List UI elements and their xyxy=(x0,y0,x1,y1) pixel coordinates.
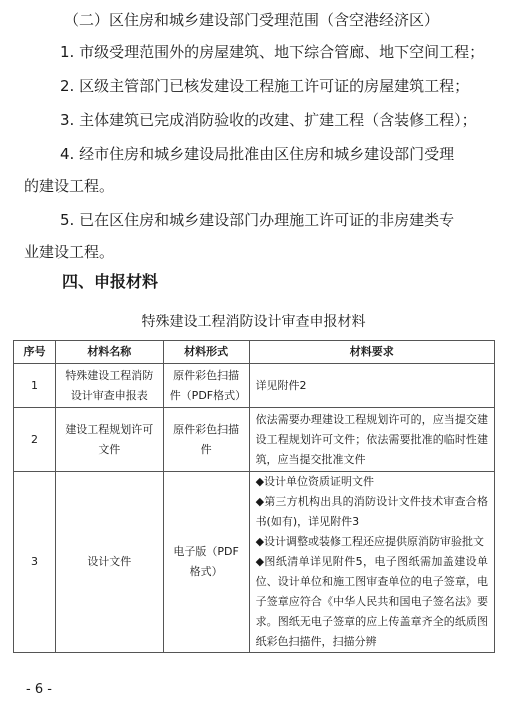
item-4-text-line1: 4. 经市住房和城乡建设局批准由区住房和城乡建设部门受理 xyxy=(60,145,455,163)
table-header-row xyxy=(14,341,495,364)
table-row xyxy=(14,472,495,653)
row-requirement: 依法需要办理建设工程规划许可的，应当提交建设工程规划许可文件；依法需要批准的临时性建筑，应当提交批准文件 xyxy=(249,408,494,472)
materials-table xyxy=(13,340,495,653)
requirement-item: ◆图纸清单详见附件5，电子图纸需加盖建设单位、设计单位和施工图审查单位的电子签章，电子签章应符合《中华人民共和国电子签名法》要求。图纸无电子签章的应上传盖章齐全的纸质图纸彩色扫描件，扫描分辨 xyxy=(255,555,488,648)
item-1-text: 1. 市级受理范围外的房屋建筑、地下综合管廊、地下空间工程； xyxy=(60,43,485,61)
header-no: 序号 xyxy=(14,341,56,364)
page-number: - 6 - xyxy=(26,682,52,697)
item-4-text-line2: 的建设工程。 xyxy=(24,177,115,195)
item-5-text-line2: 业建设工程。 xyxy=(24,243,115,261)
header-name: 材料名称 xyxy=(55,341,163,364)
row-no: 2 xyxy=(14,408,56,472)
table-title: 特殊建设工程消防设计审查申报材料 xyxy=(141,314,366,330)
row-name: 设计文件 xyxy=(55,472,163,653)
table-row xyxy=(14,408,495,472)
row-form: 原件彩色扫描件 xyxy=(163,408,249,472)
requirement-item: ◆设计调整或装修工程还应提供原消防审验批文 xyxy=(255,535,485,548)
section-heading: 四、申报材料 xyxy=(62,272,159,291)
requirement-item: ◆设计单位资质证明文件 xyxy=(255,475,375,488)
requirement-item: ◆第三方机构出具的消防设计文件技术审查合格书(如有)，详见附件3 xyxy=(255,495,488,528)
row-form: 电子版（PDF格式） xyxy=(163,472,249,653)
row-name: 建设工程规划许可文件 xyxy=(55,408,163,472)
item-5-text-line1: 5. 已在区住房和城乡建设部门办理施工许可证的非房建类专 xyxy=(60,211,455,229)
row-form: 原件彩色扫描件（PDF格式） xyxy=(163,364,249,408)
header-form: 材料形式 xyxy=(163,341,249,364)
row-requirement: 详见附件2 xyxy=(249,364,494,408)
row-no: 3 xyxy=(14,472,56,653)
row-requirements xyxy=(249,472,494,653)
row-name: 特殊建设工程消防设计审查申报表 xyxy=(55,364,163,408)
table-row xyxy=(14,364,495,408)
item-2-text: 2. 区级主管部门已核发建设工程施工许可证的房屋建筑工程； xyxy=(60,77,470,95)
row-no: 1 xyxy=(14,364,56,408)
header-requirements: 材料要求 xyxy=(249,341,494,364)
section-subheading: （二）区住房和城乡建设部门受理范围（含空港经济区） xyxy=(64,11,440,29)
item-3-text: 3. 主体建筑已完成消防验收的改建、扩建工程（含装修工程）； xyxy=(60,111,477,129)
